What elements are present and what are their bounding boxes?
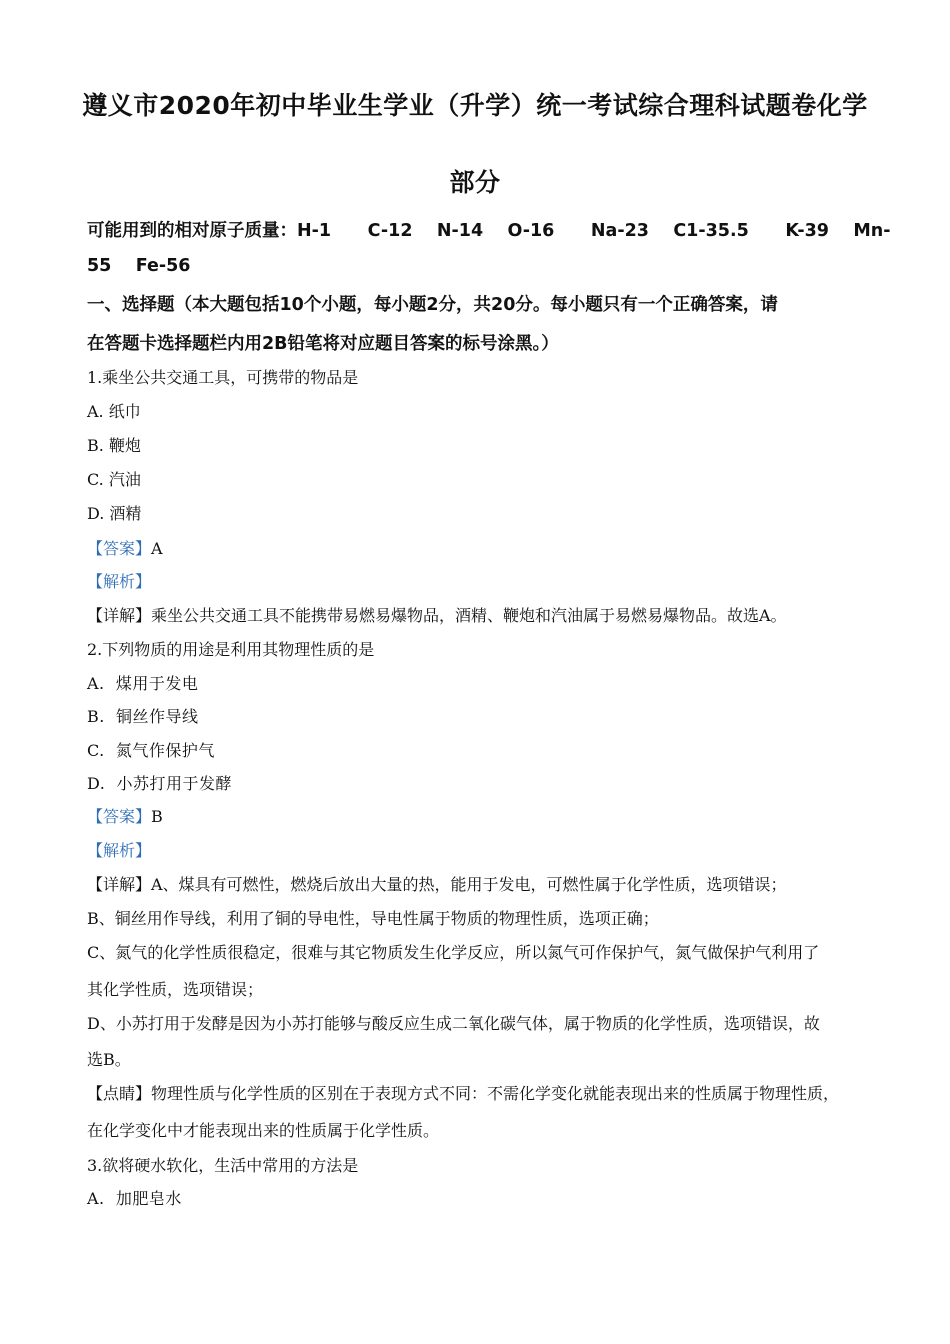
question-2-option-b: B. 铜丝作导线 [87, 707, 199, 726]
question-2-option-a: A. 煤用于发电 [87, 674, 199, 693]
question-2-detail-line: 其化学性质，选项错误； [87, 980, 264, 999]
question-2-stem: 2.下列物质的用途是利用其物理性质的是 [87, 640, 375, 659]
question-1-analysis-label: 【解析】 [87, 572, 152, 591]
question-1-stem: 1.乘坐公共交通工具，可携带的物品是 [87, 368, 359, 387]
question-1-option-c: C. 汽油 [87, 470, 141, 489]
question-2-option-c: C. 氮气作保护气 [87, 741, 215, 760]
question-2-detail-line: C、氮气的化学性质很稳定，很难与其它物质发生化学反应，所以氮气可作保护气，氮气做保护气利用了 [87, 943, 820, 962]
question-2-option-d: D. 小苏打用于发酵 [87, 774, 233, 793]
question-2-detail-line: 选B。 [87, 1050, 131, 1069]
section-heading-2: 在答题卡选择题栏内用2B铅笔将对应题目答案的标号涂黑。） [87, 334, 559, 354]
answer-label: 【答案】 [87, 807, 152, 826]
question-1-option-b: B. 鞭炮 [87, 436, 141, 455]
question-2-answer [87, 804, 163, 827]
atomic-masses-line: 可能用到的相对原子质量：H-1 C-12 N-14 O-16 Na-23 C1-35.5 K-39 Mn- [87, 221, 891, 241]
question-1-answer [87, 536, 163, 559]
question-1-option-a: A. 纸巾 [87, 402, 141, 421]
page-title-continued: 部分 [449, 168, 501, 197]
question-1-detail: 【详解】乘坐公共交通工具不能携带易燃易爆物品，酒精、鞭炮和汽油属于易燃易爆物品。故选A。 [87, 606, 787, 625]
question-2-tip-line: 【点睛】物理性质与化学性质的区别在于表现方式不同：不需化学变化就能表现出来的性质属于物理性质， [87, 1084, 840, 1103]
question-3-stem: 3.欲将硬水软化，生活中常用的方法是 [87, 1156, 359, 1175]
question-1-option-d: D. 酒精 [87, 504, 142, 523]
question-2-analysis-label: 【解析】 [87, 841, 152, 860]
question-2-detail-line: D、小苏打用于发酵是因为小苏打能够与酸反应生成二氧化碳气体，属于物质的化学性质，选项错误，故 [87, 1014, 820, 1033]
atomic-masses-line-2: 55 Fe-56 [87, 256, 191, 276]
answer-value: A [151, 539, 163, 558]
page-title: 遵义市2020年初中毕业生学业（升学）统一考试综合理科试题卷化学 [82, 91, 868, 120]
section-heading: 一、选择题（本大题包括10个小题，每小题2分，共20分。每小题只有一个正确答案，请 [87, 295, 778, 315]
answer-value: B [151, 807, 163, 826]
question-3-option-a: A. 加肥皂水 [87, 1189, 182, 1208]
question-2-tip-line: 在化学变化中才能表现出来的性质属于化学性质。 [87, 1121, 440, 1140]
question-2-detail-line: 【详解】A、煤具有可燃性，燃烧后放出大量的热，能用于发电，可燃性属于化学性质，选项错误； [87, 875, 787, 894]
answer-label: 【答案】 [87, 539, 152, 558]
question-2-detail-line: B、铜丝用作导线，利用了铜的导电性，导电性属于物质的物理性质，选项正确； [87, 909, 659, 928]
